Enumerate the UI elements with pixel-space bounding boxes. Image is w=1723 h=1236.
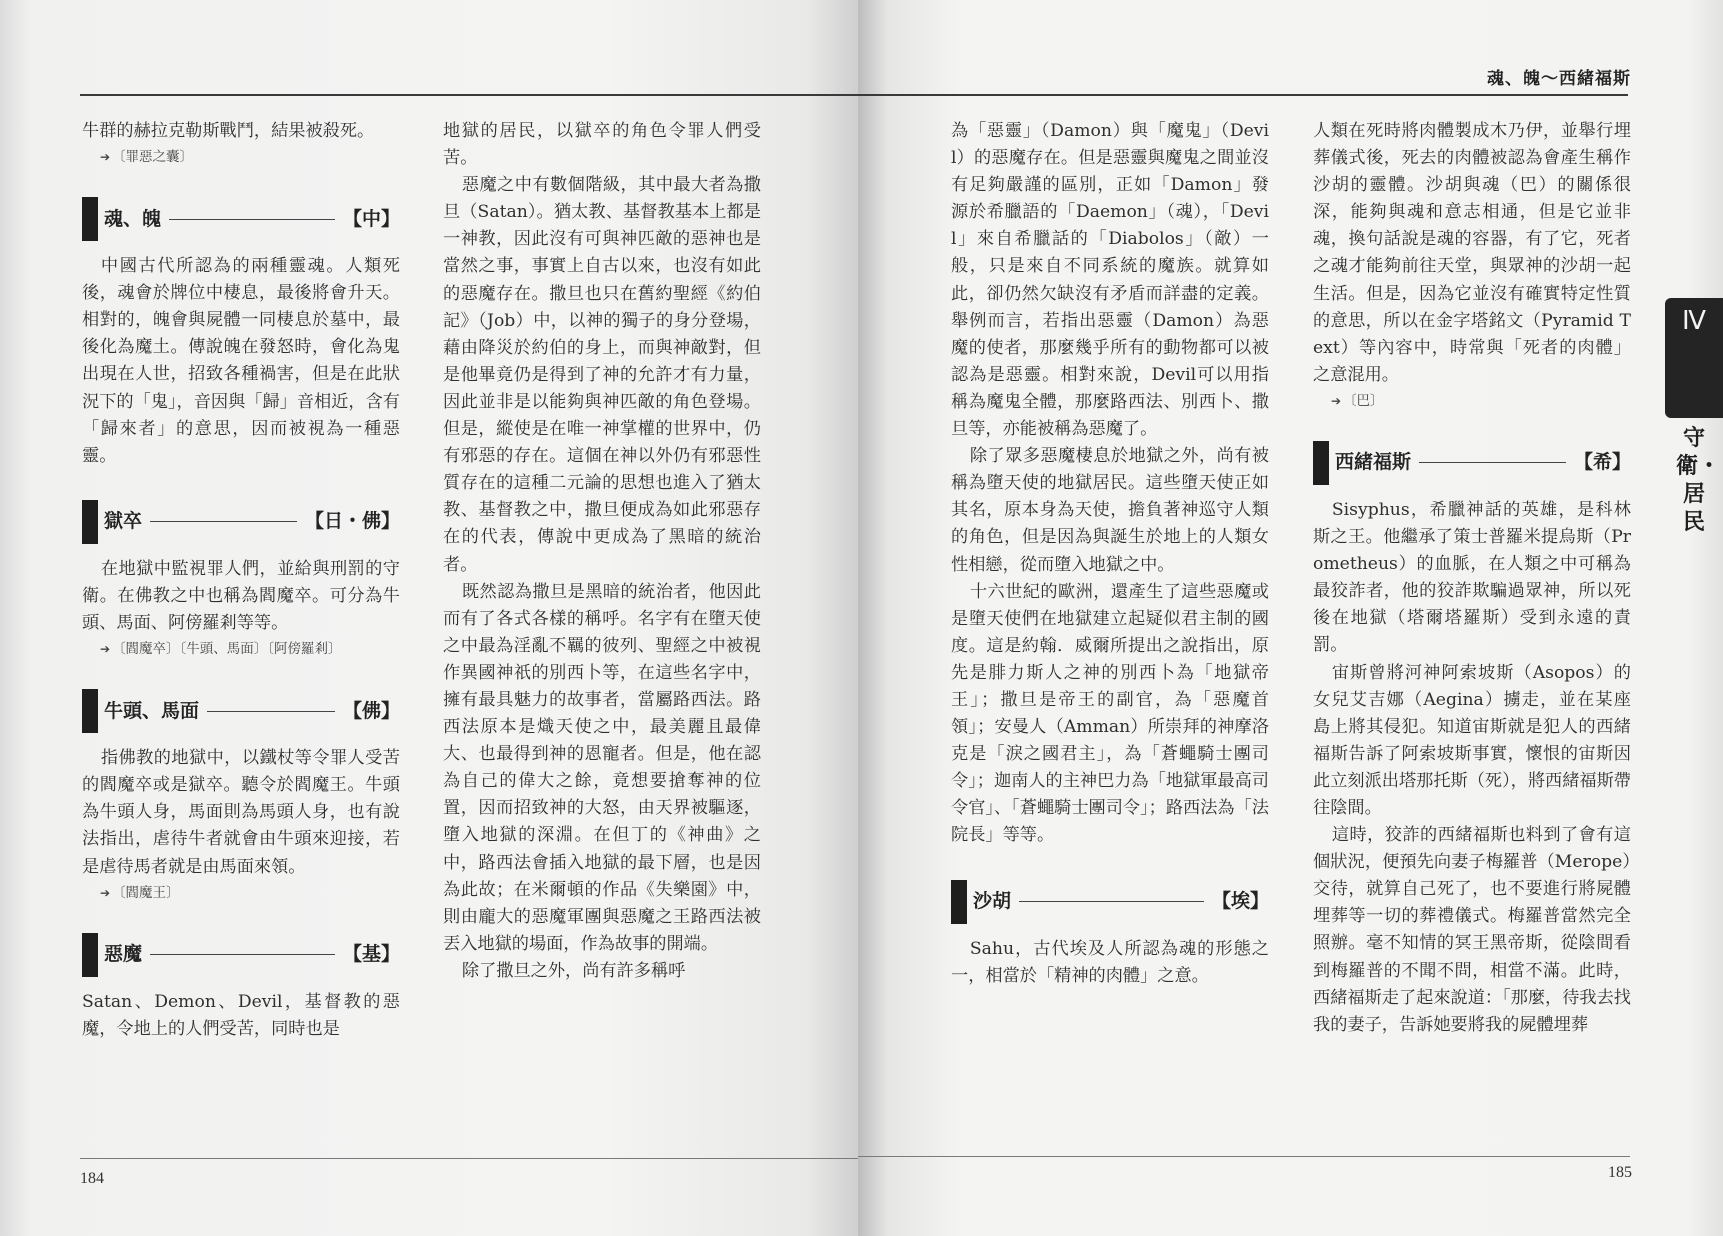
paragraph: 指佛教的地獄中，以鐵杖等令罪人受苦的閻魔卒或是獄卒。聽令於閻魔王。牛頭為牛頭人身，馬面則為馬頭人身，也有說法指出，虐待牛者就會由牛頭來迎接，若是虐待馬者就是由馬面來領。 bbox=[82, 748, 400, 877]
origin-tag: 【希】 bbox=[1573, 451, 1631, 474]
origin-tag: 【日・佛】 bbox=[304, 510, 400, 533]
origin-tag: 【中】 bbox=[342, 207, 400, 230]
paragraph: 惡魔之中有數個階級，其中最大者為撒旦（Satan）。猶太教、基督教基本上都是一神教，因此沒有可與神匹敵的惡神也是當然之事，事實上自古以來，也沒有如此的惡魔存在。撒旦也只在舊約聖經《約伯記》（Job）中，以神的獨子的身分登場，藉由降災於約伯的身上，而與神敵對，但是他畢竟仍是得到了神的允許才有力量，因此並非是以能夠與神匹敵的角色登場。但是，縱使是在唯一神掌權的世界中，仍有邪惡的存在。這個在神以外仍有邪惡性質存在的這種二元論的思想也進入了猶太教、基督教之中，撒旦便成為如此邪惡存在的代表，傳說中更成為了黑暗的統治者。 bbox=[443, 175, 761, 575]
arrow-icon: ➔ bbox=[100, 150, 111, 165]
left-column-2 bbox=[443, 118, 761, 985]
paragraph: 人類在死時將肉體製成木乃伊，並舉行埋葬儀式後，死去的肉體被認為會產生稱作沙胡的靈體。沙胡與魂（巴）的關係很深，能夠與魂和意志相通，但是它並非魂，換句話說是魂的容器，有了它，死者之魂才能夠前往天堂，與眾神的沙胡一起生活。但是，因為它並沒有確實特定性質的意思，所以在金字塔銘文（Pyramid Text）等內容中，時常與「死者的肉體」之意混用。 bbox=[1313, 121, 1631, 385]
entry-heading bbox=[82, 689, 400, 733]
footer-rule bbox=[80, 1158, 858, 1159]
paragraph: 宙斯曾將河神阿索坡斯（Asopos）的女兒艾吉娜（Aegina）擄走，並在某座島上將其侵犯。知道宙斯就是犯人的西緒福斯告訴了阿索坡斯事實，懷恨的宙斯因此立刻派出塔那托斯（死），將西緒福斯帶往陰間。 bbox=[1313, 662, 1631, 818]
cross-reference-text: 〔罪惡之囊〕 bbox=[112, 149, 194, 166]
paragraph: Sisyphus，希臘神話的英雄，是科林斯之王。他繼承了策士普羅米提烏斯（Prometheus）的血脈，在人類之中可稱為最狡詐者，他的狡詐欺騙過眾神，所以死後在地獄（塔爾塔羅斯）受到永遠的責罰。 bbox=[1313, 499, 1631, 656]
heading-rule bbox=[207, 711, 335, 712]
heading-bar bbox=[82, 689, 98, 733]
arrow-icon: ➔ bbox=[100, 885, 111, 900]
entry-heading bbox=[82, 500, 400, 544]
heading-bar bbox=[82, 500, 98, 544]
entry-title: 魂、魄 bbox=[104, 207, 162, 230]
paragraph: 地獄的居民，以獄卒的角色令罪人們受苦。 bbox=[443, 121, 761, 169]
entry-title: 牛頭、馬面 bbox=[104, 699, 200, 722]
origin-tag: 【基】 bbox=[342, 943, 400, 966]
heading-bar bbox=[82, 933, 98, 977]
paragraph: 在地獄中監視罪人們，並給與刑罰的守衛。在佛教之中也稱為閻魔卒。可分為牛頭、馬面、阿傍羅剎等等。 bbox=[82, 558, 400, 634]
heading-bar bbox=[951, 880, 967, 924]
paragraph: 既然認為撒旦是黑暗的統治者，他因此而有了各式各樣的稱呼。名字有在墮天使之中最為淫亂不羈的彼列、聖經之中被視作異國神祇的別西卜等，在這些名字中，擁有最具魅力的故事者，當屬路西法。路西法原本是熾天使之中，最美麗且最偉大、也最得到神的恩寵者。但是，他在認為自己的偉大之餘，竟想要搶奪神的位置，因而招致神的大怒，由天界被驅逐，墮入地獄的深淵。在但丁的《神曲》之中，路西法會插入地獄的最下層，也是因為此故；在米爾頓的作品《失樂園》中，則由龐大的惡魔軍團與惡魔之王路西法被丟入地獄的場面，作為故事的開端。 bbox=[443, 581, 761, 954]
chapter-numeral: Ⅳ bbox=[1682, 306, 1706, 335]
entry-title: 沙胡 bbox=[973, 889, 1012, 912]
chapter-label: 守衛・居民 bbox=[1676, 426, 1721, 535]
footer-rule bbox=[858, 1156, 1630, 1157]
page-number-right: 185 bbox=[1608, 1164, 1632, 1181]
paragraph: 除了眾多惡魔棲息於地獄之外，尚有被稱為墮天使的地獄居民。這些墮天使正如其名，原本身為天使，擔負著神巡守人類的角色，但是因為與誕生於地上的人類女性相戀，從而墮入地獄之中。 bbox=[951, 446, 1269, 575]
origin-tag: 【佛】 bbox=[342, 699, 400, 722]
running-head: 魂、魄～西緒福斯 bbox=[1487, 69, 1631, 89]
cross-reference-text: 〔巴〕 bbox=[1343, 392, 1384, 409]
heading-bar bbox=[1313, 441, 1329, 485]
header-rule bbox=[80, 94, 858, 96]
entry-heading bbox=[1313, 441, 1631, 485]
cross-reference bbox=[100, 639, 400, 659]
header-rule bbox=[858, 94, 1628, 96]
right-column-1 bbox=[951, 118, 1269, 990]
paragraph: 除了撒旦之外，尚有許多稱呼 bbox=[461, 960, 686, 981]
heading-rule bbox=[150, 521, 297, 522]
cross-reference bbox=[100, 883, 400, 903]
page-number-left: 184 bbox=[80, 1170, 104, 1187]
paragraph: 為「惡靈」（Damon）與「魔鬼」（Devil）的惡魔存在。但是惡靈與魔鬼之間並沒有足夠嚴謹的區別，正如「Damon」發源於希臘語的「Daemon」（魂），「Devil」來自希臘話的「Diabolos」（敵）一般，只是來自不同系統的魔族。就算如此，卻仍然欠缺沒有矛盾而詳盡的定義。舉例而言，若指出惡靈（Damon）為惡魔的使者，那麼幾乎所有的動物都可以被認為是惡靈。相對來說，Devil可以用指稱為魔鬼全體，那麼路西法、別西卜、撒旦等，亦能被稱為惡魔了。 bbox=[951, 121, 1269, 440]
entry-heading bbox=[82, 197, 400, 241]
right-column-2 bbox=[1313, 118, 1631, 1039]
paragraph: 牛群的赫拉克勒斯戰鬥，結果被殺死。 bbox=[82, 121, 375, 141]
cross-reference-text: 〔閻魔卒〕〔牛頭、馬面〕〔阿傍羅剎〕 bbox=[112, 641, 342, 658]
chapter-tab bbox=[1665, 298, 1723, 418]
heading-rule bbox=[150, 954, 335, 955]
cross-reference bbox=[1331, 391, 1631, 411]
origin-tag: 【埃】 bbox=[1211, 889, 1269, 912]
cross-reference bbox=[100, 147, 400, 167]
right-page bbox=[858, 0, 1723, 1236]
left-page bbox=[0, 0, 858, 1236]
cross-reference-text: 〔閻魔王〕 bbox=[112, 884, 180, 901]
heading-rule bbox=[1019, 901, 1204, 902]
paragraph: 十六世紀的歐洲，還產生了這些惡魔或是墮天使們在地獄建立起疑似君主制的國度。這是約翰．威爾所提出之說指出，原先是腓力斯人之神的別西卜為「地獄帝王」；撒旦是帝王的副官，為「惡魔首領」；安曼人（Amman）所崇拜的神摩洛克是「淚之國君主」，為「蒼蠅騎士團司令」；迦南人的主神巴力為「地獄軍最高司令官」、「蒼蠅騎士團司令」；路西法為「法院長」等等。 bbox=[951, 581, 1269, 846]
entry-title: 獄卒 bbox=[104, 510, 143, 533]
arrow-icon: ➔ bbox=[100, 642, 111, 657]
left-column-1 bbox=[82, 118, 400, 1043]
paragraph: Sahu，古代埃及人所認為魂的形態之一，相當於「精神的肉體」之意。 bbox=[951, 938, 1269, 986]
heading-rule bbox=[1419, 462, 1566, 463]
entry-title: 惡魔 bbox=[104, 943, 143, 966]
arrow-icon: ➔ bbox=[1331, 393, 1342, 408]
heading-rule bbox=[169, 219, 335, 220]
paragraph: 這時，狡詐的西緒福斯也料到了會有這個狀況，便預先向妻子梅羅普（Merope）交待，就算自己死了，也不要進行將屍體埋葬等一切的葬禮儀式。梅羅普當然完全照辦。毫不知情的冥王黑帝斯，從陰間看到梅羅普的不聞不問，相當不滿。此時，西緒福斯走了起來說道：「那麼，待我去找我的妻子，告訴她要將我的屍體埋葬 bbox=[1313, 825, 1631, 1035]
heading-bar bbox=[82, 197, 98, 241]
paragraph: Satan、Demon、Devil，基督教的惡魔，令地上的人們受苦，同時也是 bbox=[82, 991, 400, 1039]
paragraph: 中國古代所認為的兩種靈魂。人類死後，魂會於牌位中棲息，最後將會升天。相對的，魄會與屍體一同棲息於墓中，最後化為魔土。傳說魄在發怒時，會化為鬼出現在人世，招致各種禍害，但是在此狀況下的「鬼」，音因與「歸」音相近，含有「歸來者」的意思，因而被視為一種惡靈。 bbox=[82, 256, 400, 466]
entry-heading bbox=[82, 933, 400, 977]
entry-heading bbox=[951, 880, 1269, 924]
entry-title: 西緒福斯 bbox=[1335, 451, 1412, 474]
